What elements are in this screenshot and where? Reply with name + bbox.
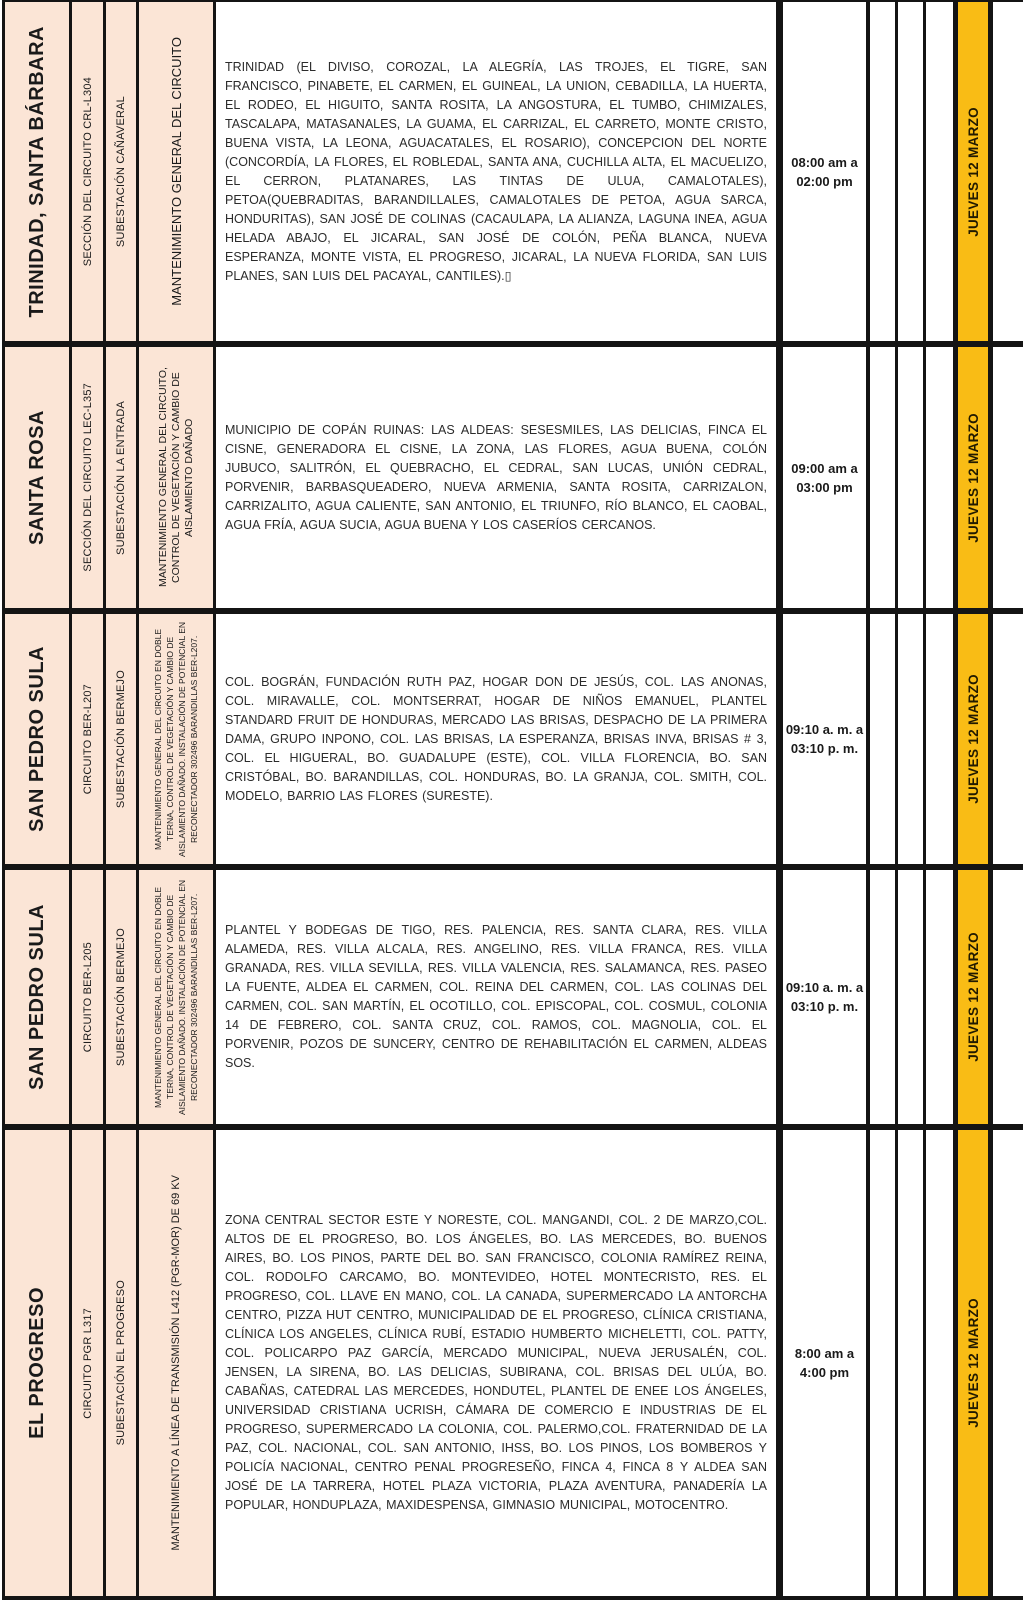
spacer-cell xyxy=(993,870,1023,1124)
cell-work-type xyxy=(139,614,216,864)
cell-time-range xyxy=(783,347,870,608)
cell-day xyxy=(958,870,993,1124)
day-label: JUEVES 12 MARZO xyxy=(965,674,981,804)
circuit-label: CIRCUITO BER-L205 xyxy=(81,941,94,1053)
cell-day xyxy=(958,347,993,608)
substation-label: SUBESTACIÓN EL PROGRESO xyxy=(115,1280,127,1446)
time-from: 09:10 a. m. a xyxy=(785,980,864,995)
cell-circuit xyxy=(72,870,106,1124)
cell-circuit xyxy=(72,1130,106,1596)
spacer-cell xyxy=(926,614,958,864)
cell-day xyxy=(958,2,993,341)
cell-city xyxy=(5,870,72,1124)
cell-affected-areas xyxy=(216,614,783,864)
cell-city xyxy=(5,1130,72,1596)
table-row xyxy=(5,614,1023,870)
cell-circuit xyxy=(72,2,106,341)
spacer-cell xyxy=(993,614,1023,864)
time-from: 09:10 a. m. a xyxy=(785,722,864,737)
time-to: 03:00 pm xyxy=(796,479,853,495)
table-row xyxy=(5,2,1023,347)
time-to: 02:00 pm xyxy=(796,173,853,189)
time-range xyxy=(786,978,863,1016)
cell-circuit xyxy=(72,347,106,608)
cell-substation xyxy=(106,614,139,864)
spacer-cell xyxy=(898,614,926,864)
city-label: EL PROGRESO xyxy=(25,1287,48,1439)
cell-work-type xyxy=(139,870,216,1124)
time-range xyxy=(795,1344,854,1382)
spacer-cell xyxy=(870,614,898,864)
cell-substation xyxy=(106,1130,139,1596)
time-from: 8:00 am a xyxy=(794,1346,855,1361)
affected-areas-text: ZONA CENTRAL SECTOR ESTE Y NORESTE, COL. MANGANDI, COL. 2 DE MARZO,COL. ALTOS DE EL PROGRESO, BO. LOS ÁNGELES, BO. LAS MERCEDES, BO. BUENOS AIRES, BO. LOS PINOS, PARTE DEL BO. SAN FRANCISCO, COLONIA RAMÍREZ REINA, COL. RODOLFO CARCAMO, BO. MONTEVIDEO, HOTEL MONTECRISTO, RES. EL PROGRESO, COL. LLAVE EN MANO, COL. LA CANADA, SUPERMERCADO LA ANTORCHA CENTRO, PIZZA HUT CENTRO, MUNICIPALIDAD DE EL PROGRESO, CLÍNICA CRISTIANA, CLÍNICA LOS ANGELES, CLÍNICA RUBÍ, ESTADIO HUMBERTO MICHELETTI, COL. PATTY, COL. POLICARPO PAZ GARCÍA, MERCADO MUNICIPAL, NUEVA JERUSALÉN, COL. JENSEN, LA SIRENA, BO. LAS DELICIAS, SUBIRANA, COL. BRISAS DEL ULÚA, BO. CABAÑAS, CATEDRAL LAS MERCEDES, HONDUTEL, PLANTEL DE ENEE LOS ÁNGELES, UNIVERSIDAD CRISTIANA UCRISH, CÁMARA DE COMERCIO E INDUSTRIAS DE EL PROGRESO, SUPERMERCADO LA COLONIA, COL. PALERMO,COL. FRATERNIDAD DE LA PAZ, COL. NACIONAL, COL. SAN ANTONIO, IHSS, BO. LOS PINOS, LOS BOMBEROS Y POLICÍA NACIONAL, CENTRO PENAL PROGRESEÑO, FINCA 4, FINCA 8 Y ALDEA SAN JOSÉ DE LA TARRERA, HOTEL PLAZA VICTORIA, PLAZA AVENTURA, PANADERÍA LA POPULAR, HONDUPLAZA, MAXIDESPENSA, GIMNASIO MUNICIPAL, MOTOCENTRO. xyxy=(225,1213,767,1512)
time-to: 03:10 p. m. xyxy=(790,999,859,1014)
cell-substation xyxy=(106,347,139,608)
affected-areas-text: MUNICIPIO DE COPÁN RUINAS: LAS ALDEAS: SESESMILES, LAS DELICIAS, FINCA EL CISNE, GENERADORA EL CISNE, LA ZONA, LAS FLORES, AGUA BUENA, COLÓN JUBUCO, SALITRÓN, EL QUEBRACHO, EL CEDRAL, SAN LUCAS, UNIÓN CEDRAL, PORVENIR, BARBASQUEADERO, NUEVA ARMENIA, SANTA ROSITA, CARRIZALON, CARRIZALITO, AGUA CALIENTE, SAN ANTONIO, EL TRIUNFO, RÍO BLANCO, EL CAOBAL, AGUA FRÍA, AGUA SUCIA, AGUA BUENA Y LOS CASERÍOS CERCANOS. xyxy=(225,422,767,532)
day-label: JUEVES 12 MARZO xyxy=(965,932,981,1062)
spacer-cell xyxy=(870,347,898,608)
cell-city xyxy=(5,614,72,864)
spacer-cell xyxy=(926,1130,958,1596)
affected-areas-text: COL. BOGRÁN, FUNDACIÓN RUTH PAZ, HOGAR DON DE JESÚS, COL. LAS ANONAS, COL. MIRAVALLE, COL. MONTSERRAT, HOGAR DE NIÑOS EMANUEL, PLANTEL STANDARD FRUIT DE HONDURAS, MERCADO LAS BRISAS, DESPACHO DE LA PRIMERA DAMA, GRUPO INPONO, COL. LAS BRISAS, LA ESPERANZA, BRISAS INVA, BRISAS # 3, COL. EL HIGUERAL, BO. GUADALUPE (ESTE), COL. VILLA FLORENCIA, BO. SAN CRISTÓBAL, BO. BARANDILLAS, COL. HONDURAS, BO. LA GRANJA, COL. SMITH, COL. MODELO, BARRIO LAS FLORES (SURESTE). xyxy=(225,674,767,803)
cell-time-range xyxy=(783,2,870,341)
cell-affected-areas xyxy=(216,1130,783,1596)
circuit-label: SECCIÓN DEL CIRCUITO LEC-L357 xyxy=(81,383,94,572)
spacer-cell xyxy=(993,2,1023,341)
time-range xyxy=(791,459,858,497)
city-label: SAN PEDRO SULA xyxy=(25,646,48,832)
substation-label: SUBESTACIÓN BERMEJO xyxy=(115,669,127,809)
cell-work-type xyxy=(139,1130,216,1596)
day-label: JUEVES 12 MARZO xyxy=(965,1298,981,1428)
spacer-cell xyxy=(898,870,926,1124)
day-label: JUEVES 12 MARZO xyxy=(965,106,981,237)
table-row xyxy=(5,870,1023,1130)
circuit-label: SECCIÓN DEL CIRCUITO CRL-L304 xyxy=(81,76,94,267)
substation-label: SUBESTACIÓN CAÑAVERAL xyxy=(115,95,127,248)
cell-affected-areas xyxy=(216,870,783,1124)
cell-time-range xyxy=(783,614,870,864)
spacer-cell xyxy=(870,2,898,341)
city-label: SANTA ROSA xyxy=(25,410,48,545)
cell-day xyxy=(958,614,993,864)
cell-substation xyxy=(106,2,139,341)
cell-time-range xyxy=(783,1130,870,1596)
substation-label: SUBESTACIÓN BERMEJO xyxy=(115,927,127,1067)
circuit-label: CIRCUITO PGR L317 xyxy=(81,1307,94,1419)
table-row xyxy=(5,1130,1023,1600)
work-type-label: MANTENIMIENTO A LÍNEA DE TRANSMISIÓN L412 (PGR-MOR) DE 69 KV xyxy=(170,1175,182,1551)
cell-city xyxy=(5,347,72,608)
work-type-label: MANTENIMIENTO GENERAL DEL CIRCUITO, CONTROL DE VEGETACIÓN Y CAMBIO DE AISLAMIENTO DAÑADO xyxy=(156,367,195,588)
work-type-label: MANTENIMIENTO GENERAL DEL CIRCUITO xyxy=(168,37,184,306)
time-from: 09:00 am a xyxy=(791,460,858,476)
spacer-cell xyxy=(870,1130,898,1596)
time-range xyxy=(786,720,863,758)
work-type-label: MANTENIMIENTO GENERAL DEL CIRCUITO EN DOBLE TERNA, CONTROL DE VEGETACIÓN Y CAMBIO DE AISLAMIENTO DAÑADO. INSTALACIÓN DE POTENCIAL EN RECONECTADOR 302496 BARANDILLAS BER-L207. xyxy=(153,621,199,857)
time-range xyxy=(791,153,858,191)
cell-affected-areas xyxy=(216,2,783,341)
spacer-cell xyxy=(898,1130,926,1596)
cell-time-range xyxy=(783,870,870,1124)
spacer-cell xyxy=(993,347,1023,608)
spacer-cell xyxy=(898,347,926,608)
cell-day xyxy=(958,1130,993,1596)
time-to: 03:10 p. m. xyxy=(790,741,859,756)
spacer-cell xyxy=(993,1130,1023,1596)
spacer-cell xyxy=(926,2,958,341)
day-label: JUEVES 12 MARZO xyxy=(965,412,981,543)
cell-substation xyxy=(106,870,139,1124)
cell-affected-areas xyxy=(216,347,783,608)
substation-label: SUBESTACIÓN LA ENTRADA xyxy=(115,400,127,555)
work-type-label: MANTENIMIENTO GENERAL DEL CIRCUITO EN DOBLE TERNA, CONTROL DE VEGETACIÓN Y CAMBIO DE AISLAMIENTO DAÑADO. INSTALACIÓN DE POTENCIAL EN RECONECTADOR 302496 BARANDILLAS BER-L207. xyxy=(153,879,199,1115)
spacer-cell xyxy=(926,870,958,1124)
time-from: 08:00 am a xyxy=(791,154,858,170)
circuit-label: CIRCUITO BER-L207 xyxy=(81,683,94,795)
affected-areas-text: TRINIDAD (EL DIVISO, COROZAL, LA ALEGRÍA, LAS TROJES, EL TIGRE, SAN FRANCISCO, PINABETE, EL CARMEN, EL GUINEAL, LA UNION, CEBADILLA, LA HUERTA, EL RODEO, EL HIGUITO, SANTA ROSITA, LA ANGOSTURA, EL TUMBO, CHIMIZALES, TASCALAPA, MATASANALES, LA GUAMA, EL CARRIZAL, EL CARRETO, MONTE CRISTO, BUENA VISTA, LA LEONA, AGUACATALES, EL ROSARIO), CONCEPCION DEL NORTE (CONCORDÍA, LA FLORES, EL ROBLEDAL, SANTA ANA, CUCHILLA ALTA, EL MACUELIZO, EL CERRON, PLATANARES, LAS TINTAS DE ULUA, CAMALOTALES), PETOA(QUEBRADITAS, BARANDILLALES, CAMALOTALES DE PETOA, AGUA SARCA, HONDURITAS), SAN JOSÉ DE COLINAS (CACAULAPA, LA ALIANZA, LAGUNA INEA, AGUA HELADA ABAJO, EL JICARAL, SAN JOSÉ DE COLÓN, PEÑA BLANCA, NUEVA ESPERANZA, MONTE VISTA, EL PROGRESO, JICARAL, LA NUEVA FLORIDA, SAN LUIS PLANES, SAN LUIS DEL PACAYAL, CANTILES).▯ xyxy=(225,59,767,283)
spacer-cell xyxy=(870,870,898,1124)
spacer-cell xyxy=(926,347,958,608)
outage-schedule-table xyxy=(2,0,1023,1600)
city-label: TRINIDAD, SANTA BÁRBARA xyxy=(25,25,48,318)
cell-city xyxy=(5,2,72,341)
cell-work-type xyxy=(139,2,216,341)
affected-areas-text: PLANTEL Y BODEGAS DE TIGO, RES. PALENCIA, RES. SANTA CLARA, RES. VILLA ALAMEDA, RES. VILLA ALCALA, RES. ANGELINO, RES. VILLA FRANCA, RES. VILLA GRANADA, RES. VILLA SEVILLA, RES. VILLA VALENCIA, RES. SALAMANCA, RES. PASEO LA FUENTE, ALDEA EL CARMEN, COL. REINA DEL CARMEN, COL. LAS COLINAS DEL CARMEN, COL. SAN MARTÍN, EL OCOTILLO, COL. EPISCOPAL, COL. COSMUL, COLONIA 14 DE FEBRERO, COL. SANTA CRUZ, COL. RAMOS, COL. MAGNOLIA, COL. EL PORVENIR, POZOS DE SUNCERY, CENTRO DE REHABILITACIÓN EL CARMEN, ALDEAS SOS. xyxy=(225,923,767,1070)
cell-circuit xyxy=(72,614,106,864)
cell-work-type xyxy=(139,347,216,608)
time-to: 4:00 pm xyxy=(799,1365,850,1380)
table-row xyxy=(5,347,1023,614)
city-label: SAN PEDRO SULA xyxy=(25,904,48,1090)
spacer-cell xyxy=(898,2,926,341)
